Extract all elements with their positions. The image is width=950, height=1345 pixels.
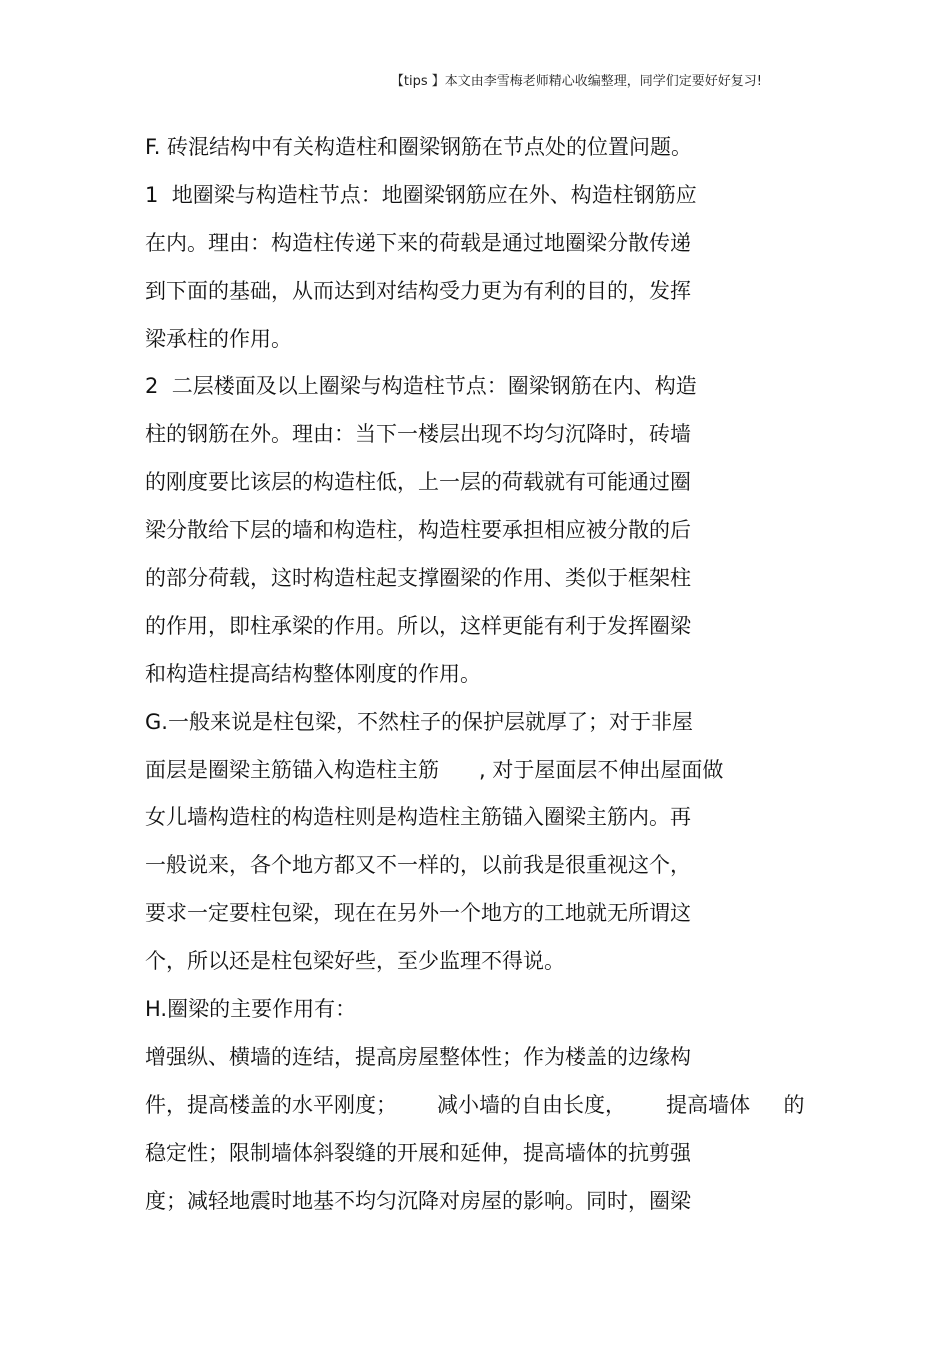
text-line: 一般说来，各个地方都又不一样的，以前我是很重视这个， — [145, 853, 691, 878]
text-line: 增强纵、横墙的连结，提高房屋整体性；作为楼盖的边缘构 — [145, 1044, 691, 1069]
text-line: 和构造柱提高结构整体刚度的作用。 — [145, 661, 481, 686]
text-line: 面层是圈梁主筋锚入构造柱主筋 , 对于屋面层不伸出屋面做 — [145, 757, 724, 782]
text-line: 要求一定要柱包梁，现在在另外一个地方的工地就无所谓这 — [145, 901, 691, 926]
tips-header: 【tips 】本文由李雪梅老师精心收编整理，同学们定要好好复习! — [390, 74, 762, 89]
text-line: 2 二层楼面及以上圈梁与构造柱节点：圈梁钢筋在内、构造 — [145, 374, 697, 399]
document-body — [145, 124, 825, 1225]
text-line: 梁分散给下层的墙和构造柱，构造柱要承担相应被分散的后 — [145, 518, 691, 543]
text-line: 个，所以还是柱包梁好些，至少监理不得说。 — [145, 949, 565, 974]
text-line: 的作用，即柱承梁的作用。所以，这样更能有利于发挥圈梁 — [145, 613, 691, 638]
text-line: 女儿墙构造柱的构造柱则是构造柱主筋锚入圈梁主筋内。再 — [145, 805, 691, 830]
text-line: F. 砖混结构中有关构造柱和圈梁钢筋在节点处的位置问题。 — [145, 135, 693, 159]
text-line: 到下面的基础，从而达到对结构受力更为有利的目的，发挥 — [145, 278, 691, 303]
text-line: 梁承柱的作用。 — [145, 326, 292, 351]
text-line: 稳定性；限制墙体斜裂缝的开展和延伸，提高墙体的抗剪强 — [145, 1140, 691, 1165]
text-line: 的刚度要比该层的构造柱低，上一层的荷载就有可能通过圈 — [145, 470, 691, 495]
text-line: G.一般来说是柱包梁，不然柱子的保护层就厚了；对于非屋 — [145, 709, 693, 734]
text-line: 1 地圈梁与构造柱节点：地圈梁钢筋应在外、构造柱钢筋应 — [145, 182, 697, 207]
text-line: 在内。理由：构造柱传递下来的荷载是通过地圈梁分散传递 — [145, 230, 691, 255]
text-line: 度；减轻地震时地基不均匀沉降对房屋的影响。同时，圈梁 — [145, 1188, 691, 1213]
text-line: 件，提高楼盖的水平刚度； 减小墙的自由长度， 提高墙体 的 — [145, 1092, 805, 1117]
text-line: H.圈梁的主要作用有： — [145, 997, 357, 1022]
text-line: 的部分荷载，这时构造柱起支撑圈梁的作用、类似于框架柱 — [145, 566, 691, 591]
text-line: 柱的钢筋在外。理由：当下一楼层出现不均匀沉降时，砖墙 — [145, 422, 691, 447]
